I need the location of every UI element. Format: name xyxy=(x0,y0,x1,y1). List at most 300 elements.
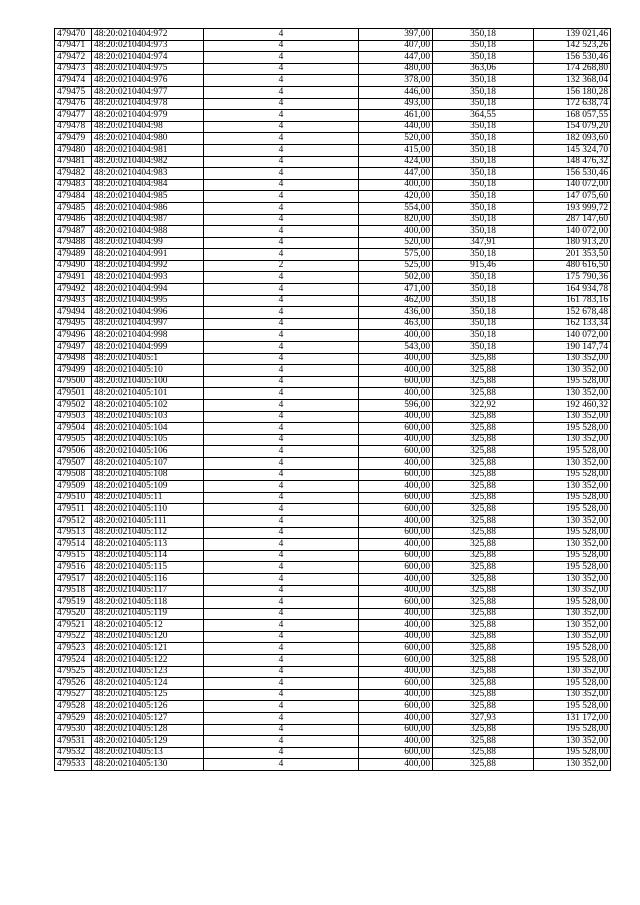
cadastral-number-cell: 48:20:0210405:109 xyxy=(92,481,204,493)
cadastral-number-cell: 48:20:0210405:128 xyxy=(92,724,204,736)
cadastral-number-cell: 48:20:0210405:123 xyxy=(92,666,204,678)
cadastral-number-cell: 48:20:0210404:972 xyxy=(92,29,204,41)
total-value-cell: 154 079,20 xyxy=(534,121,611,133)
category-cell: 4 xyxy=(204,736,359,748)
total-value-cell: 130 352,00 xyxy=(534,365,611,377)
table-row xyxy=(55,121,611,133)
category-cell: 4 xyxy=(204,237,359,249)
table-row xyxy=(55,249,611,261)
cadastral-number-cell: 48:20:0210405:111 xyxy=(92,515,204,527)
table-row xyxy=(55,330,611,342)
total-value-cell: 156 530,46 xyxy=(534,52,611,64)
table-row xyxy=(55,655,611,667)
cadastral-number-cell: 48:20:0210405:116 xyxy=(92,573,204,585)
category-cell: 4 xyxy=(204,388,359,400)
cadastral-number-cell: 48:20:0210405:124 xyxy=(92,678,204,690)
category-cell: 4 xyxy=(204,423,359,435)
table-row xyxy=(55,400,611,412)
rate-cell: 325,88 xyxy=(433,504,534,516)
table-row xyxy=(55,191,611,203)
category-cell: 4 xyxy=(204,29,359,41)
rate-cell: 325,88 xyxy=(433,701,534,713)
total-value-cell: 130 352,00 xyxy=(534,353,611,365)
category-cell: 4 xyxy=(204,724,359,736)
category-cell: 4 xyxy=(204,655,359,667)
row-id-cell: 479493 xyxy=(55,295,92,307)
row-id-cell: 479505 xyxy=(55,434,92,446)
area-cell: 600,00 xyxy=(359,701,433,713)
cadastral-number-cell: 48:20:0210404:974 xyxy=(92,52,204,64)
cadastral-number-cell: 48:20:0210405:101 xyxy=(92,388,204,400)
category-cell: 4 xyxy=(204,75,359,87)
area-cell: 600,00 xyxy=(359,655,433,667)
table-row xyxy=(55,701,611,713)
cadastral-number-cell: 48:20:0210405:115 xyxy=(92,562,204,574)
total-value-cell: 174 268,80 xyxy=(534,63,611,75)
total-value-cell: 130 352,00 xyxy=(534,573,611,585)
rate-cell: 322,92 xyxy=(433,400,534,412)
row-id-cell: 479531 xyxy=(55,736,92,748)
row-id-cell: 479477 xyxy=(55,110,92,122)
category-cell: 4 xyxy=(204,585,359,597)
cadastral-number-cell: 48:20:0210405:122 xyxy=(92,655,204,667)
cadastral-number-cell: 48:20:0210404:996 xyxy=(92,307,204,319)
cadastral-number-cell: 48:20:0210405:106 xyxy=(92,446,204,458)
area-cell: 575,00 xyxy=(359,249,433,261)
row-id-cell: 479492 xyxy=(55,284,92,296)
row-id-cell: 479522 xyxy=(55,631,92,643)
row-id-cell: 479527 xyxy=(55,689,92,701)
area-cell: 600,00 xyxy=(359,747,433,759)
row-id-cell: 479514 xyxy=(55,539,92,551)
category-cell: 4 xyxy=(204,226,359,238)
total-value-cell: 195 528,00 xyxy=(534,678,611,690)
rate-cell: 325,88 xyxy=(433,597,534,609)
total-value-cell: 175 790,36 xyxy=(534,272,611,284)
table-row xyxy=(55,411,611,423)
cadastral-number-cell: 48:20:0210405:1 xyxy=(92,353,204,365)
row-id-cell: 479496 xyxy=(55,330,92,342)
area-cell: 400,00 xyxy=(359,539,433,551)
row-id-cell: 479509 xyxy=(55,481,92,493)
cadastral-number-cell: 48:20:0210405:121 xyxy=(92,643,204,655)
total-value-cell: 195 528,00 xyxy=(534,701,611,713)
area-cell: 520,00 xyxy=(359,133,433,145)
cadastral-number-cell: 48:20:0210405:130 xyxy=(92,759,204,771)
cadastral-number-cell: 48:20:0210404:984 xyxy=(92,179,204,191)
cadastral-number-cell: 48:20:0210405:118 xyxy=(92,597,204,609)
row-id-cell: 479479 xyxy=(55,133,92,145)
category-cell: 4 xyxy=(204,689,359,701)
total-value-cell: 142 523,26 xyxy=(534,40,611,52)
total-value-cell: 130 352,00 xyxy=(534,585,611,597)
cadastral-number-cell: 48:20:0210404:995 xyxy=(92,295,204,307)
row-id-cell: 479482 xyxy=(55,168,92,180)
table-row xyxy=(55,214,611,226)
category-cell: 4 xyxy=(204,168,359,180)
cadastral-number-cell: 48:20:0210404:978 xyxy=(92,98,204,110)
cadastral-number-cell: 48:20:0210405:100 xyxy=(92,376,204,388)
table-row xyxy=(55,457,611,469)
total-value-cell: 140 072,00 xyxy=(534,330,611,342)
rate-cell: 363,06 xyxy=(433,63,534,75)
row-id-cell: 479525 xyxy=(55,666,92,678)
cadastral-number-cell: 48:20:0210405:13 xyxy=(92,747,204,759)
total-value-cell: 168 057,55 xyxy=(534,110,611,122)
area-cell: 420,00 xyxy=(359,191,433,203)
cadastral-number-cell: 48:20:0210405:129 xyxy=(92,736,204,748)
area-cell: 424,00 xyxy=(359,156,433,168)
row-id-cell: 479472 xyxy=(55,52,92,64)
cadastral-number-cell: 48:20:0210405:125 xyxy=(92,689,204,701)
rate-cell: 350,18 xyxy=(433,249,534,261)
table-row xyxy=(55,678,611,690)
table-row xyxy=(55,179,611,191)
area-cell: 525,00 xyxy=(359,260,433,272)
area-cell: 600,00 xyxy=(359,724,433,736)
rate-cell: 325,88 xyxy=(433,620,534,632)
total-value-cell: 132 368,04 xyxy=(534,75,611,87)
rate-cell: 350,18 xyxy=(433,40,534,52)
cadastral-value-table xyxy=(54,28,611,771)
cadastral-number-cell: 48:20:0210405:127 xyxy=(92,713,204,725)
table-row xyxy=(55,86,611,98)
cadastral-number-cell: 48:20:0210405:12 xyxy=(92,620,204,632)
area-cell: 400,00 xyxy=(359,620,433,632)
area-cell: 400,00 xyxy=(359,608,433,620)
table-row xyxy=(55,110,611,122)
cadastral-number-cell: 48:20:0210405:113 xyxy=(92,539,204,551)
area-cell: 461,00 xyxy=(359,110,433,122)
table-row xyxy=(55,747,611,759)
rate-cell: 325,88 xyxy=(433,376,534,388)
area-cell: 400,00 xyxy=(359,585,433,597)
category-cell: 4 xyxy=(204,86,359,98)
area-cell: 820,00 xyxy=(359,214,433,226)
cadastral-number-cell: 48:20:0210404:991 xyxy=(92,249,204,261)
area-cell: 600,00 xyxy=(359,562,433,574)
area-cell: 600,00 xyxy=(359,423,433,435)
table-row xyxy=(55,75,611,87)
area-cell: 600,00 xyxy=(359,376,433,388)
row-id-cell: 479508 xyxy=(55,469,92,481)
category-cell: 4 xyxy=(204,631,359,643)
category-cell: 4 xyxy=(204,40,359,52)
table-row xyxy=(55,295,611,307)
rate-cell: 347,91 xyxy=(433,237,534,249)
table-body xyxy=(55,29,611,771)
total-value-cell: 130 352,00 xyxy=(534,620,611,632)
rate-cell: 325,88 xyxy=(433,736,534,748)
rate-cell: 915,46 xyxy=(433,260,534,272)
category-cell: 4 xyxy=(204,539,359,551)
cadastral-number-cell: 48:20:0210404:997 xyxy=(92,318,204,330)
row-id-cell: 479483 xyxy=(55,179,92,191)
row-id-cell: 479486 xyxy=(55,214,92,226)
rate-cell: 325,88 xyxy=(433,666,534,678)
cadastral-number-cell: 48:20:0210405:105 xyxy=(92,434,204,446)
area-cell: 447,00 xyxy=(359,52,433,64)
category-cell: 4 xyxy=(204,98,359,110)
table-row xyxy=(55,620,611,632)
table-row xyxy=(55,168,611,180)
category-cell: 4 xyxy=(204,121,359,133)
table-row xyxy=(55,237,611,249)
row-id-cell: 479530 xyxy=(55,724,92,736)
area-cell: 554,00 xyxy=(359,202,433,214)
row-id-cell: 479519 xyxy=(55,597,92,609)
total-value-cell: 172 638,74 xyxy=(534,98,611,110)
table-row xyxy=(55,63,611,75)
rate-cell: 325,88 xyxy=(433,724,534,736)
table-row xyxy=(55,759,611,771)
area-cell: 600,00 xyxy=(359,504,433,516)
cadastral-number-cell: 48:20:0210404:993 xyxy=(92,272,204,284)
row-id-cell: 479521 xyxy=(55,620,92,632)
table-row xyxy=(55,40,611,52)
category-cell: 4 xyxy=(204,515,359,527)
total-value-cell: 195 528,00 xyxy=(534,724,611,736)
rate-cell: 325,88 xyxy=(433,457,534,469)
area-cell: 600,00 xyxy=(359,678,433,690)
total-value-cell: 192 460,32 xyxy=(534,400,611,412)
rate-cell: 325,88 xyxy=(433,747,534,759)
total-value-cell: 156 180,28 xyxy=(534,86,611,98)
total-value-cell: 130 352,00 xyxy=(534,388,611,400)
rate-cell: 350,18 xyxy=(433,52,534,64)
row-id-cell: 479528 xyxy=(55,701,92,713)
table-row xyxy=(55,388,611,400)
area-cell: 400,00 xyxy=(359,365,433,377)
row-id-cell: 479510 xyxy=(55,492,92,504)
area-cell: 400,00 xyxy=(359,736,433,748)
rate-cell: 350,18 xyxy=(433,342,534,354)
row-id-cell: 479474 xyxy=(55,75,92,87)
total-value-cell: 162 133,34 xyxy=(534,318,611,330)
rate-cell: 325,88 xyxy=(433,492,534,504)
cadastral-number-cell: 48:20:0210404:980 xyxy=(92,133,204,145)
cadastral-number-cell: 48:20:0210405:119 xyxy=(92,608,204,620)
cadastral-number-cell: 48:20:0210405:10 xyxy=(92,365,204,377)
table-row xyxy=(55,527,611,539)
cadastral-number-cell: 48:20:0210404:999 xyxy=(92,342,204,354)
cadastral-number-cell: 48:20:0210404:982 xyxy=(92,156,204,168)
total-value-cell: 147 075,60 xyxy=(534,191,611,203)
rate-cell: 350,18 xyxy=(433,307,534,319)
table-row xyxy=(55,318,611,330)
area-cell: 600,00 xyxy=(359,527,433,539)
rate-cell: 325,88 xyxy=(433,643,534,655)
row-id-cell: 479476 xyxy=(55,98,92,110)
area-cell: 397,00 xyxy=(359,29,433,41)
cadastral-number-cell: 48:20:0210405:120 xyxy=(92,631,204,643)
table-row xyxy=(55,29,611,41)
category-cell: 4 xyxy=(204,481,359,493)
row-id-cell: 479513 xyxy=(55,527,92,539)
area-cell: 415,00 xyxy=(359,144,433,156)
row-id-cell: 479478 xyxy=(55,121,92,133)
table-row xyxy=(55,631,611,643)
area-cell: 596,00 xyxy=(359,400,433,412)
category-cell: 4 xyxy=(204,156,359,168)
category-cell: 4 xyxy=(204,469,359,481)
row-id-cell: 479487 xyxy=(55,226,92,238)
rate-cell: 325,88 xyxy=(433,585,534,597)
rate-cell: 325,88 xyxy=(433,539,534,551)
cadastral-number-cell: 48:20:0210405:102 xyxy=(92,400,204,412)
area-cell: 436,00 xyxy=(359,307,433,319)
area-cell: 480,00 xyxy=(359,63,433,75)
row-id-cell: 479471 xyxy=(55,40,92,52)
category-cell: 4 xyxy=(204,191,359,203)
cadastral-number-cell: 48:20:0210404:976 xyxy=(92,75,204,87)
cadastral-number-cell: 48:20:0210404:975 xyxy=(92,63,204,75)
category-cell: 4 xyxy=(204,400,359,412)
total-value-cell: 287 147,60 xyxy=(534,214,611,226)
rate-cell: 350,18 xyxy=(433,133,534,145)
rate-cell: 350,18 xyxy=(433,318,534,330)
total-value-cell: 148 476,32 xyxy=(534,156,611,168)
area-cell: 600,00 xyxy=(359,492,433,504)
area-cell: 400,00 xyxy=(359,666,433,678)
total-value-cell: 152 678,48 xyxy=(534,307,611,319)
category-cell: 4 xyxy=(204,133,359,145)
category-cell: 4 xyxy=(204,376,359,388)
table-row xyxy=(55,573,611,585)
row-id-cell: 479484 xyxy=(55,191,92,203)
rate-cell: 325,88 xyxy=(433,655,534,667)
cadastral-number-cell: 48:20:0210405:117 xyxy=(92,585,204,597)
total-value-cell: 195 528,00 xyxy=(534,527,611,539)
rate-cell: 325,88 xyxy=(433,631,534,643)
row-id-cell: 479529 xyxy=(55,713,92,725)
rate-cell: 350,18 xyxy=(433,29,534,41)
table-row xyxy=(55,666,611,678)
row-id-cell: 479470 xyxy=(55,29,92,41)
area-cell: 400,00 xyxy=(359,330,433,342)
total-value-cell: 130 352,00 xyxy=(534,736,611,748)
rate-cell: 325,88 xyxy=(433,411,534,423)
total-value-cell: 195 528,00 xyxy=(534,423,611,435)
rate-cell: 327,93 xyxy=(433,713,534,725)
table-row xyxy=(55,98,611,110)
total-value-cell: 195 528,00 xyxy=(534,550,611,562)
cadastral-number-cell: 48:20:0210404:973 xyxy=(92,40,204,52)
area-cell: 600,00 xyxy=(359,469,433,481)
row-id-cell: 479511 xyxy=(55,504,92,516)
row-id-cell: 479480 xyxy=(55,144,92,156)
area-cell: 400,00 xyxy=(359,179,433,191)
row-id-cell: 479502 xyxy=(55,400,92,412)
total-value-cell: 180 913,20 xyxy=(534,237,611,249)
table-row xyxy=(55,515,611,527)
category-cell: 4 xyxy=(204,608,359,620)
table-row xyxy=(55,608,611,620)
row-id-cell: 479524 xyxy=(55,655,92,667)
category-cell: 4 xyxy=(204,643,359,655)
rate-cell: 325,88 xyxy=(433,562,534,574)
total-value-cell: 131 172,00 xyxy=(534,713,611,725)
total-value-cell: 480 616,50 xyxy=(534,260,611,272)
rate-cell: 350,18 xyxy=(433,226,534,238)
rate-cell: 350,18 xyxy=(433,121,534,133)
row-id-cell: 479488 xyxy=(55,237,92,249)
area-cell: 440,00 xyxy=(359,121,433,133)
table-row xyxy=(55,423,611,435)
total-value-cell: 195 528,00 xyxy=(534,446,611,458)
table-row xyxy=(55,272,611,284)
table-row xyxy=(55,156,611,168)
table-row xyxy=(55,307,611,319)
row-id-cell: 479501 xyxy=(55,388,92,400)
area-cell: 471,00 xyxy=(359,284,433,296)
area-cell: 378,00 xyxy=(359,75,433,87)
table-row xyxy=(55,481,611,493)
total-value-cell: 161 783,16 xyxy=(534,295,611,307)
row-id-cell: 479489 xyxy=(55,249,92,261)
total-value-cell: 195 528,00 xyxy=(534,376,611,388)
row-id-cell: 479490 xyxy=(55,260,92,272)
total-value-cell: 130 352,00 xyxy=(534,515,611,527)
total-value-cell: 130 352,00 xyxy=(534,411,611,423)
category-cell: 4 xyxy=(204,434,359,446)
total-value-cell: 139 021,46 xyxy=(534,29,611,41)
area-cell: 600,00 xyxy=(359,446,433,458)
cadastral-number-cell: 48:20:0210404:987 xyxy=(92,214,204,226)
row-id-cell: 479473 xyxy=(55,63,92,75)
total-value-cell: 130 352,00 xyxy=(534,481,611,493)
rate-cell: 350,18 xyxy=(433,179,534,191)
row-id-cell: 479498 xyxy=(55,353,92,365)
cadastral-number-cell: 48:20:0210404:98 xyxy=(92,121,204,133)
rate-cell: 325,88 xyxy=(433,689,534,701)
row-id-cell: 479526 xyxy=(55,678,92,690)
area-cell: 400,00 xyxy=(359,713,433,725)
cadastral-number-cell: 48:20:0210405:104 xyxy=(92,423,204,435)
table-row xyxy=(55,446,611,458)
category-cell: 4 xyxy=(204,179,359,191)
rate-cell: 325,88 xyxy=(433,388,534,400)
rate-cell: 350,18 xyxy=(433,214,534,226)
category-cell: 4 xyxy=(204,110,359,122)
row-id-cell: 479497 xyxy=(55,342,92,354)
total-value-cell: 195 528,00 xyxy=(534,562,611,574)
rate-cell: 350,18 xyxy=(433,75,534,87)
table-row xyxy=(55,353,611,365)
area-cell: 462,00 xyxy=(359,295,433,307)
area-cell: 543,00 xyxy=(359,342,433,354)
category-cell: 4 xyxy=(204,759,359,771)
category-cell: 4 xyxy=(204,492,359,504)
total-value-cell: 130 352,00 xyxy=(534,666,611,678)
row-id-cell: 479475 xyxy=(55,86,92,98)
area-cell: 400,00 xyxy=(359,573,433,585)
rate-cell: 325,88 xyxy=(433,365,534,377)
cadastral-number-cell: 48:20:0210405:108 xyxy=(92,469,204,481)
rate-cell: 350,18 xyxy=(433,191,534,203)
total-value-cell: 130 352,00 xyxy=(534,608,611,620)
table-row xyxy=(55,284,611,296)
rate-cell: 325,88 xyxy=(433,446,534,458)
area-cell: 400,00 xyxy=(359,631,433,643)
area-cell: 600,00 xyxy=(359,597,433,609)
cadastral-number-cell: 48:20:0210404:994 xyxy=(92,284,204,296)
rate-cell: 350,18 xyxy=(433,272,534,284)
rate-cell: 350,18 xyxy=(433,202,534,214)
rate-cell: 325,88 xyxy=(433,678,534,690)
row-id-cell: 479491 xyxy=(55,272,92,284)
total-value-cell: 193 999,72 xyxy=(534,202,611,214)
